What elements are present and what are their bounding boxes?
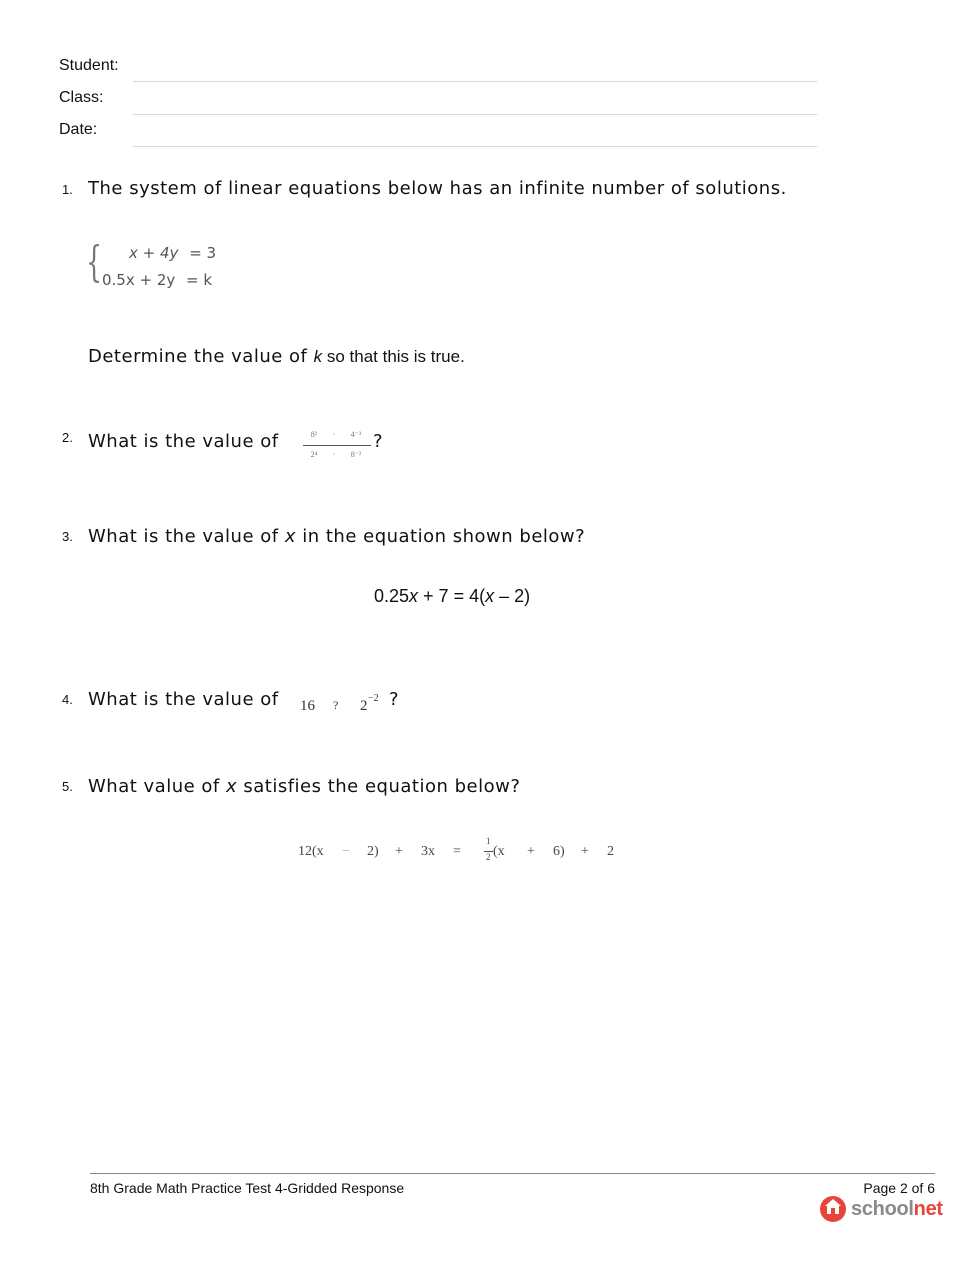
- question-1-text: The system of linear equations below has an infinite number of solutions.: [88, 178, 787, 199]
- followup-prefix: Determine the value of: [88, 346, 314, 367]
- q4-exp: −2: [368, 693, 379, 704]
- question-3-text: [88, 526, 585, 547]
- q5-frac-num: 1: [486, 836, 491, 846]
- date-field-line[interactable]: [133, 146, 817, 147]
- footer-title: 8th Grade Math Practice Test 4-Gridded Response: [90, 1180, 405, 1196]
- q4-b2: 2: [360, 698, 368, 714]
- question-3-number: 3.: [62, 529, 73, 544]
- q3-eq-p2: + 7 = 4(: [418, 586, 486, 606]
- frac-num-dot: ·: [332, 430, 336, 439]
- followup-suffix: so that this is true.: [322, 347, 465, 366]
- q3-prefix: What is the value of: [88, 526, 285, 547]
- logo-part2: net: [913, 1197, 943, 1220]
- class-field-line[interactable]: [133, 114, 817, 115]
- q4-base: 16: [300, 698, 315, 714]
- q5-t11: 2: [607, 844, 614, 859]
- q5-t4: +: [395, 844, 403, 859]
- q5-t5: 3x: [421, 844, 435, 859]
- q4-op: ?: [333, 698, 339, 712]
- frac-den-left: 2⁴: [310, 450, 318, 459]
- q3-suffix: in the equation shown below?: [296, 526, 586, 547]
- fraction-bar: [303, 445, 371, 446]
- date-label: Date:: [59, 121, 98, 138]
- question-4-text: What is the value of: [88, 689, 279, 710]
- q5-t10: +: [581, 844, 589, 859]
- question-4-tail: ?: [389, 689, 400, 710]
- question-4-number: 4.: [62, 692, 73, 707]
- q5-t1: 12(x: [298, 844, 324, 859]
- q5-t9: 6): [553, 844, 565, 859]
- frac-num-right: 4⁻³: [350, 430, 362, 439]
- eq2-rhs: = k: [186, 271, 213, 289]
- q5-t3: 2): [367, 844, 379, 859]
- page-indicator: Page 2 of 6: [863, 1180, 935, 1196]
- q5-t7: (x: [493, 844, 505, 859]
- class-label: Class:: [59, 89, 104, 106]
- question-1-number: 1.: [62, 182, 73, 197]
- eq2-lhs: 0.5x + 2y: [102, 271, 176, 289]
- frac-den-right: 8⁻²: [350, 450, 362, 459]
- q5-prefix: What value of: [88, 776, 226, 797]
- house-icon: [820, 1196, 846, 1222]
- brace-symbol: {: [86, 237, 103, 286]
- question-5-number: 5.: [62, 779, 73, 794]
- q3-var: x: [284, 526, 296, 547]
- q5-t2: −: [342, 844, 350, 859]
- question-2-tail: ?: [373, 431, 384, 452]
- q5-t8: +: [527, 844, 535, 859]
- question-2-number: 2.: [62, 430, 73, 445]
- q3-eq-v2: x: [485, 586, 495, 606]
- q3-eq-v1: x: [409, 586, 419, 606]
- question-2-text: What is the value of: [88, 431, 279, 452]
- q3-eq-p3: – 2): [494, 586, 531, 606]
- eq1-lhs: x + 4y: [129, 244, 179, 262]
- footer-divider: [90, 1173, 935, 1174]
- frac-den-dot: ·: [332, 450, 336, 459]
- q5-var: x: [225, 776, 238, 797]
- q3-eq-p1: 0.25: [374, 586, 410, 606]
- frac-num-left: 8²: [310, 430, 318, 439]
- question-1-followup: [88, 346, 465, 367]
- logo-part1: school: [851, 1197, 914, 1220]
- eq1-rhs: = 3: [189, 244, 217, 262]
- logo-wordmark: [851, 1198, 943, 1221]
- q5-t6: =: [453, 844, 461, 859]
- student-label: Student:: [59, 57, 119, 74]
- schoolnet-logo: [820, 1195, 943, 1223]
- question-3-equation: [374, 586, 530, 607]
- student-field-line[interactable]: [133, 81, 817, 82]
- question-5-text: [88, 776, 520, 797]
- question-2-fraction: [303, 430, 369, 464]
- q5-frac-den: 2: [486, 852, 491, 862]
- q5-suffix: satisfies the equation below?: [237, 776, 521, 797]
- followup-var: k: [313, 347, 323, 366]
